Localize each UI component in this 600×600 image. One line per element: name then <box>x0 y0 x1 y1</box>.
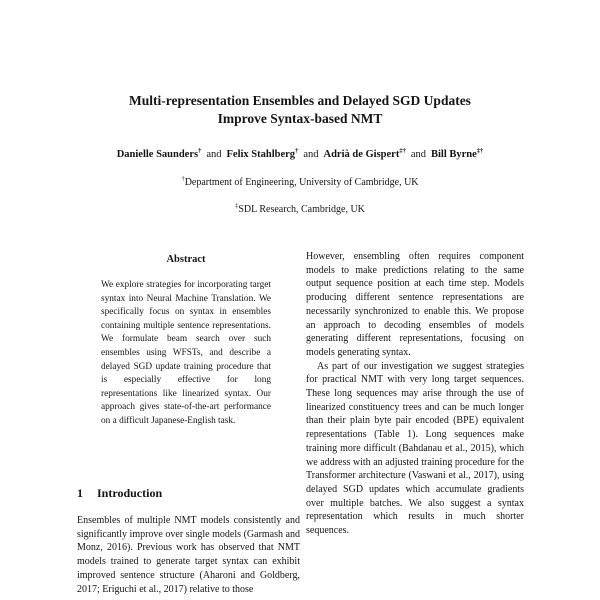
affiliation-text: Department of Engineering, University of Cambridge, UK <box>184 177 419 188</box>
introduction-paragraph: Ensembles of multiple NMT models consistently and significantly improve over single models (Garmash and Monz, 2016). Previous work has observed that NMT models trained to generate target syntax can exhibit improved sentence structure (Aharoni and Goldberg, 2017; Eriguchi et al., 2017) relative to those <box>77 515 300 595</box>
author-adria-de-gispert <box>323 149 405 160</box>
author-affiliation-mark: † <box>295 147 299 155</box>
author-affiliation-mark: ‡† <box>476 147 484 155</box>
author-line <box>0 149 600 160</box>
author-danielle-saunders <box>117 149 202 160</box>
section-heading-introduction <box>77 486 162 501</box>
left-column <box>77 250 300 600</box>
author-bill-byrne <box>431 149 483 160</box>
dagger-mark: † <box>181 175 185 183</box>
author-affiliation-mark: ‡† <box>399 147 406 155</box>
paper-title <box>0 92 600 128</box>
double-dagger-mark: ‡ <box>235 202 239 210</box>
and-separator: and <box>410 149 426 160</box>
author-name-text: Adrià de Gispert <box>323 149 400 160</box>
author-name-text: Danielle Saunders <box>116 149 199 160</box>
abstract-heading: Abstract <box>166 254 206 265</box>
body-paragraph: However, ensembling often requires component models to make predictions relating to the same output sequence position at each time step. Models producing different sentence representations are necessarily synchronized to enable this. We propose an approach to decoding ensembles of models generating different representations, focusing on models generating syntax. <box>306 251 524 358</box>
body-paragraph: As part of our investigation we suggest strategies for practical NMT with very long target sequences. These long sequences may arise through the use of linearized constituency trees and can be much longer than their plain byte pair encoded (BPE) equivalent representations (Table 1). Long sequences make training more difficult (Bahdanau et al., 2015), which we address with an adjusted training procedure for the Transformer architecture (Vaswani et al., 2017), using delayed SGD updates which accumulate gradients over multiple batches. We also suggest a syntax representation which results in much shorter sequences. <box>306 360 524 537</box>
paper-title-line-2: Improve Syntax-based NMT <box>217 111 383 126</box>
author-name-text: Bill Byrne <box>430 149 477 160</box>
section-number: 1 <box>77 486 83 500</box>
and-separator: and <box>303 149 319 160</box>
affiliation-text: SDL Research, Cambridge, UK <box>238 204 365 215</box>
abstract-body: We explore strategies for incorporating target syntax into Neural Machine Translation. We specifically focus on syntax in ensembles containing multiple sentence representations. We formulate beam search over such ensembles using WFSTs, and describe a delayed SGD update training procedure that is especially effective for long representations like linearized syntax. Our approach gives state-of-the-art performance on a difficult Japanese-English task. <box>101 280 271 426</box>
author-name-text: Felix Stahlberg <box>226 149 296 160</box>
section-title: Introduction <box>97 486 163 500</box>
right-column <box>306 250 524 600</box>
affiliation-cambridge <box>0 177 600 188</box>
affiliation-sdl <box>0 204 600 215</box>
author-felix-stahlberg <box>227 149 299 160</box>
and-separator: and <box>206 149 222 160</box>
author-affiliation-mark: † <box>198 147 202 155</box>
paper-title-line-1: Multi-representation Ensembles and Delayed SGD Updates <box>129 93 471 108</box>
